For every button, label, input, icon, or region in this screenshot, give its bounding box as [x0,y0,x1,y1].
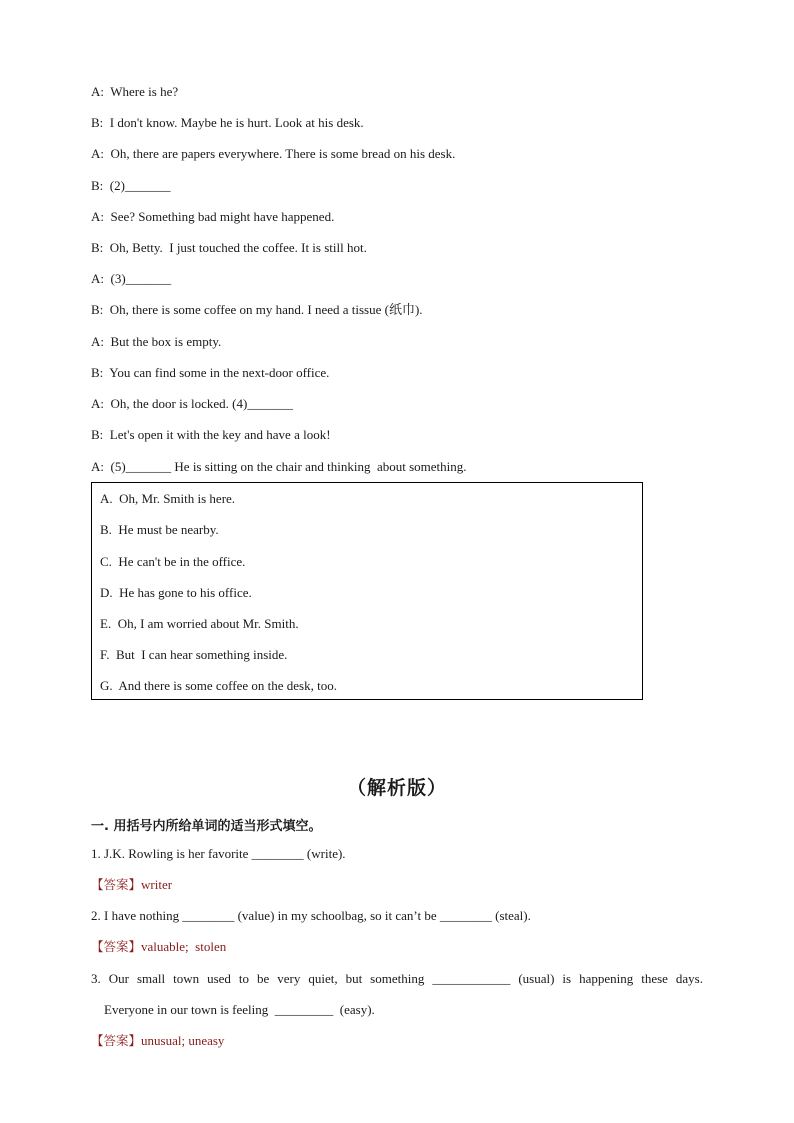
dialogue-line: A: Where is he? [91,84,179,99]
answer-tag: 【答案】 [91,877,142,892]
dialogue-line: A: But the box is empty. [91,334,222,349]
answer-2 [91,939,226,955]
option-item: B. He must be nearby. [100,522,219,537]
option-item: D. He has gone to his office. [100,585,252,600]
dialogue-line: A: Oh, there are papers everywhere. There is some bread on his desk. [91,146,456,161]
answer-tag: 【答案】 [91,939,142,954]
dialogue-line: B: (2)_______ [91,178,171,193]
dialogue-line: A: (5)_______ He is sitting on the chair and thinking about something. [91,459,467,474]
option-item: C. He can't be in the office. [100,554,246,569]
answer-text: valuable; stolen [141,939,227,954]
answer-text: unusual; uneasy [141,1033,225,1048]
dialogue-line: A: (3)_______ [91,271,172,286]
question-3-line-1: 3. Our small town used to be very quiet, but something ____________ (usual) is happening these days. [91,971,703,986]
answer-text: writer [141,877,173,892]
options-box [91,482,643,700]
dialogue-line: A: See? Something bad might have happened. [91,209,335,224]
exercise-heading: 一. 用括号内所给单词的适当形式填空。 [91,819,322,834]
option-item: F. But I can hear something inside. [100,647,288,662]
option-item: E. Oh, I am worried about Mr. Smith. [100,616,299,631]
answer-1 [91,877,172,893]
dialogue-line: B: Oh, there is some coffee on my hand. I need a tissue (纸巾). [91,302,423,317]
dialogue-line: B: I don't know. Maybe he is hurt. Look at his desk. [91,115,364,130]
answer-3 [91,1033,224,1049]
question-1: 1. J.K. Rowling is her favorite ________ (write). [91,846,346,861]
dialogue-line: B: Oh, Betty. I just touched the coffee. It is still hot. [91,240,367,255]
section-title: （解析版） [346,777,447,799]
option-item: G. And there is some coffee on the desk, too. [100,678,337,693]
answer-tag: 【答案】 [91,1033,142,1048]
dialogue-line: B: Let's open it with the key and have a look! [91,427,331,442]
option-item: A. Oh, Mr. Smith is here. [100,491,236,506]
question-2: 2. I have nothing ________ (value) in my schoolbag, so it can’t be ________ (steal). [91,908,531,923]
dialogue-line: A: Oh, the door is locked. (4)_______ [91,396,293,411]
question-3-line-2: Everyone in our town is feeling _________ (easy). [104,1002,375,1017]
dialogue-line: B: You can find some in the next-door office. [91,365,330,380]
